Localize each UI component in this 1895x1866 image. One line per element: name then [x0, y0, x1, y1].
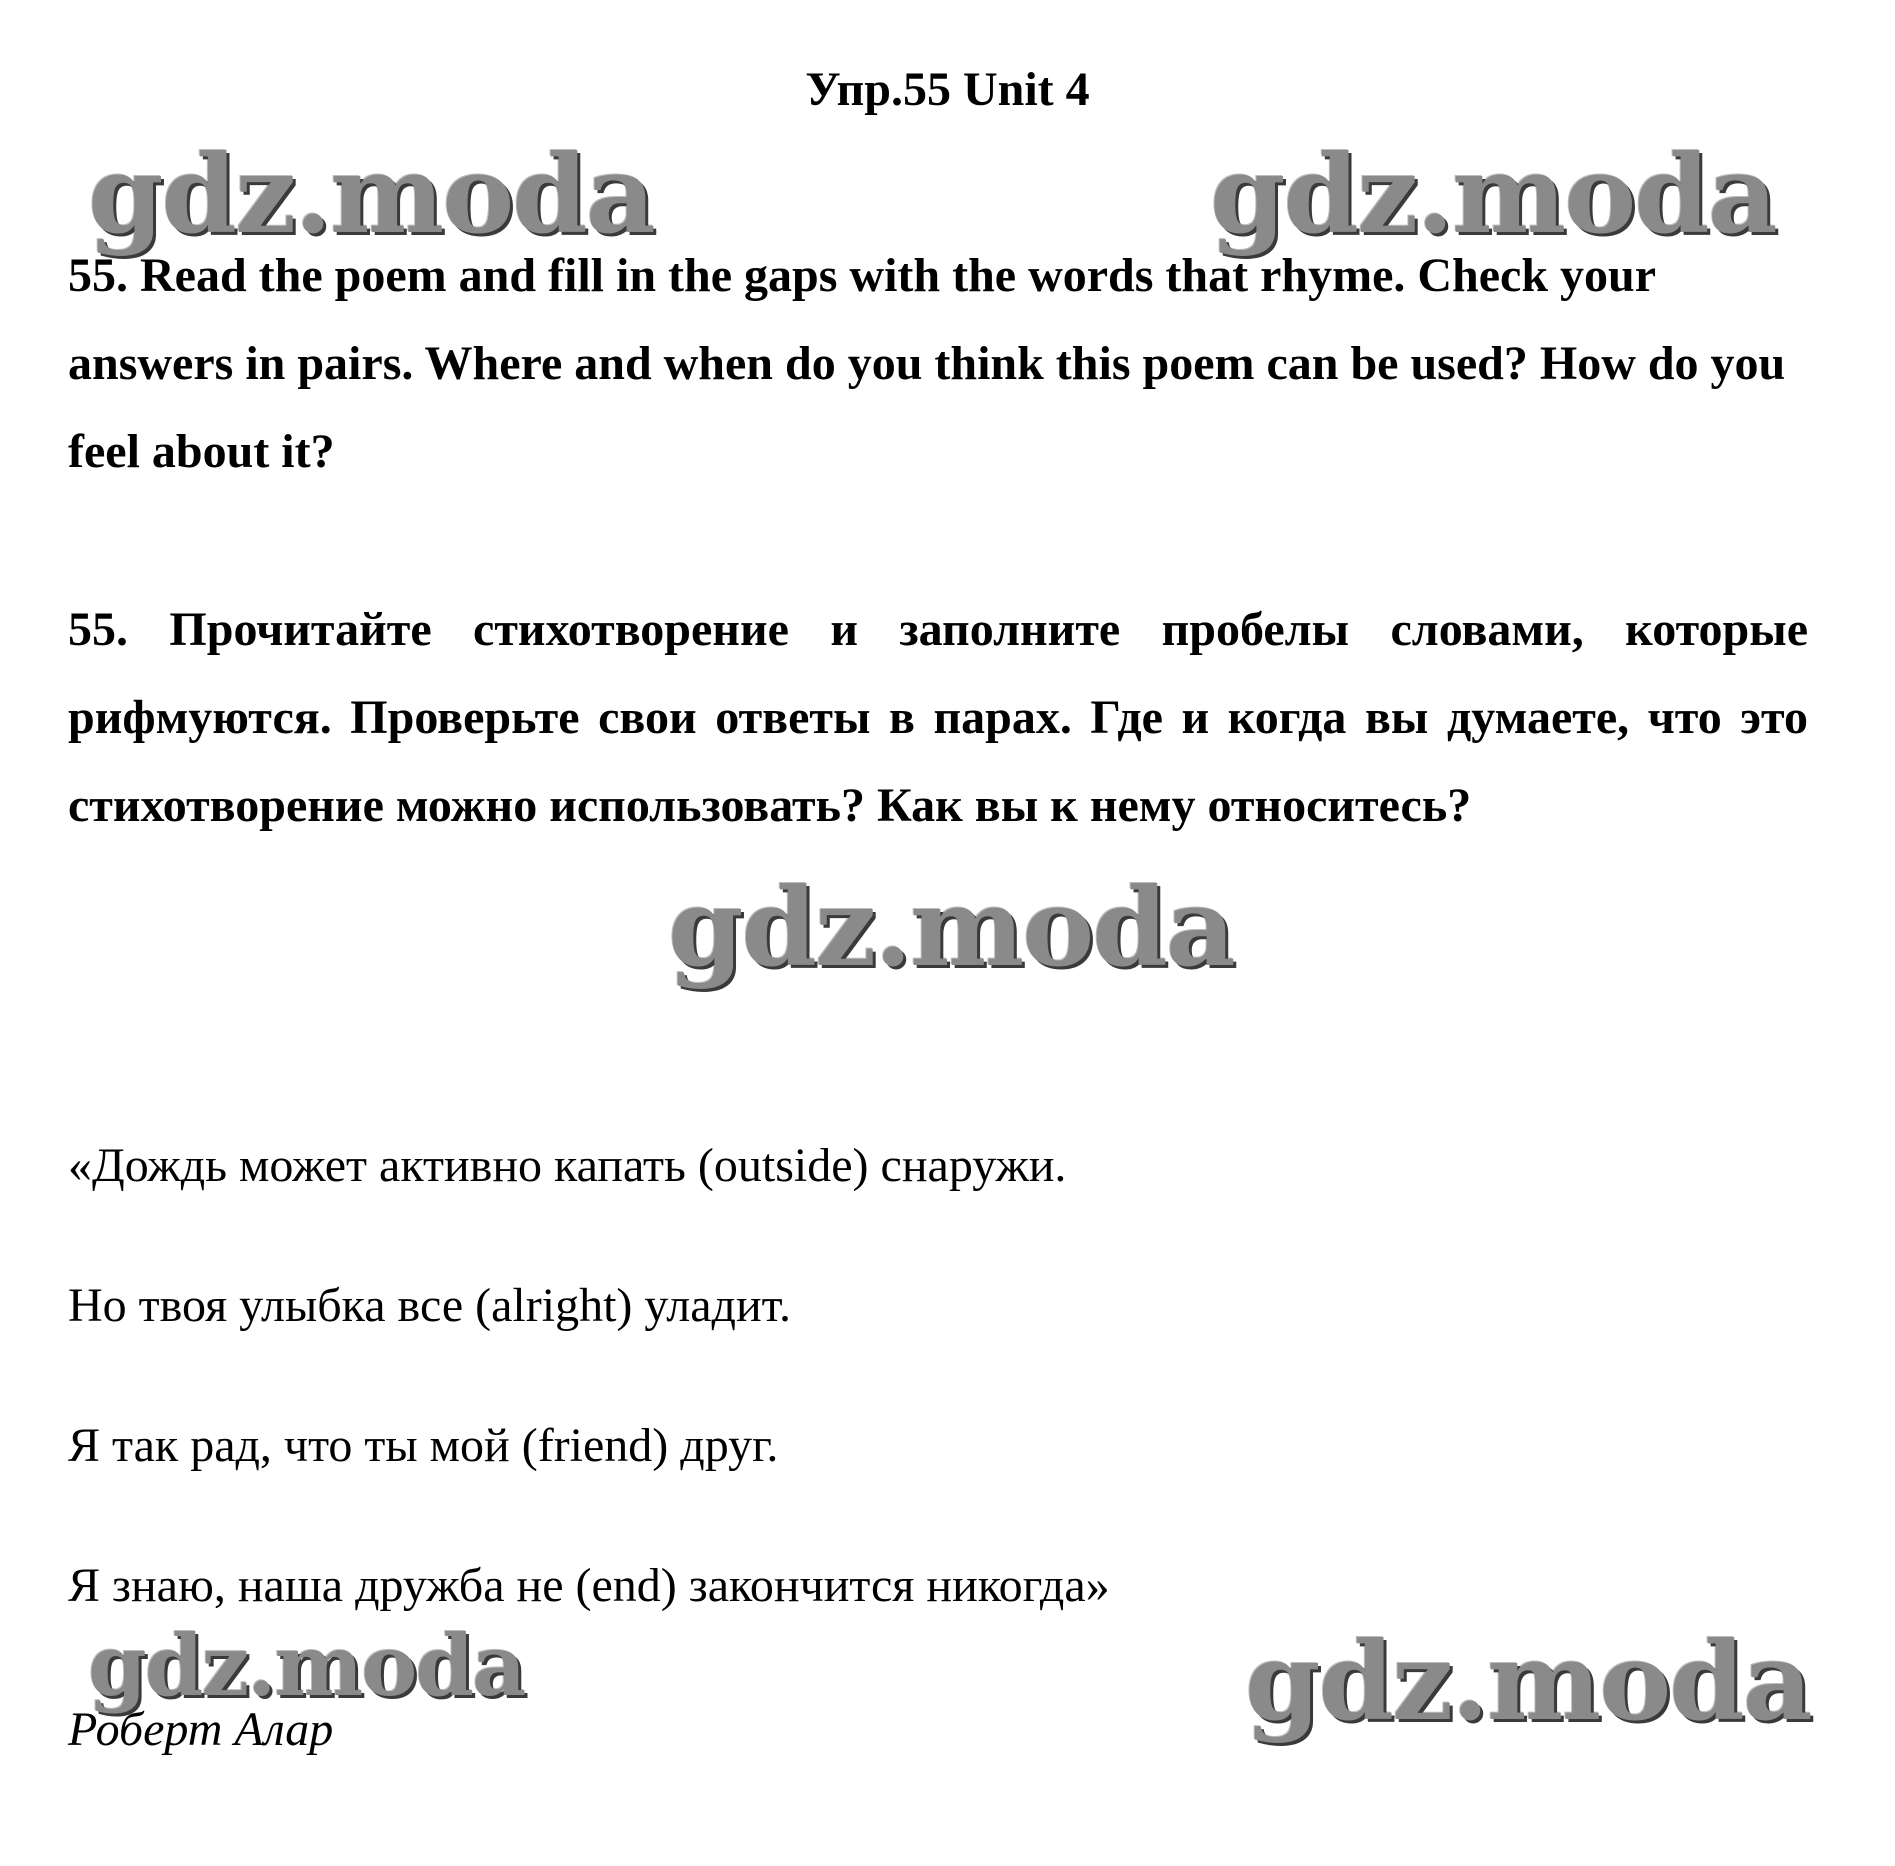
watermark-logo: gdz.moda	[88, 1616, 525, 1715]
watermark-logo: gdz.moda	[1210, 132, 1776, 258]
task-english: 55. Read the poem and fill in the gaps with the words that rhyme. Check your answers in pairs. Where and when do you think this poem can be used? How do you feel about it?	[68, 249, 1786, 478]
poem-line: Я так рад, что ты мой (friend) друг.	[68, 1419, 779, 1472]
task-russian: 55. Прочитайте стихотворение и заполните пробелы словами, которые рифмуются. Проверьте свои ответы в парах. Где и когда вы думаете, что это стихотворение можно использовать? Как вы к нему относитесь?	[68, 603, 1808, 832]
poem-author: Роберт Алар	[68, 1703, 334, 1756]
page-title: Упр.55 Unit 4	[805, 63, 1090, 116]
watermark-logo: gdz.moda	[1245, 1619, 1811, 1745]
watermark-logo: gdz.moda	[88, 132, 654, 258]
poem-line: Но твоя улыбка все (alright) уладит.	[68, 1279, 792, 1332]
watermark-logo: gdz.moda	[668, 865, 1234, 991]
poem-line: Я знаю, наша дружба не (end) закончится никогда»	[68, 1559, 1110, 1612]
poem-line: «Дождь может активно капать (outside) снаружи.	[68, 1139, 1067, 1192]
